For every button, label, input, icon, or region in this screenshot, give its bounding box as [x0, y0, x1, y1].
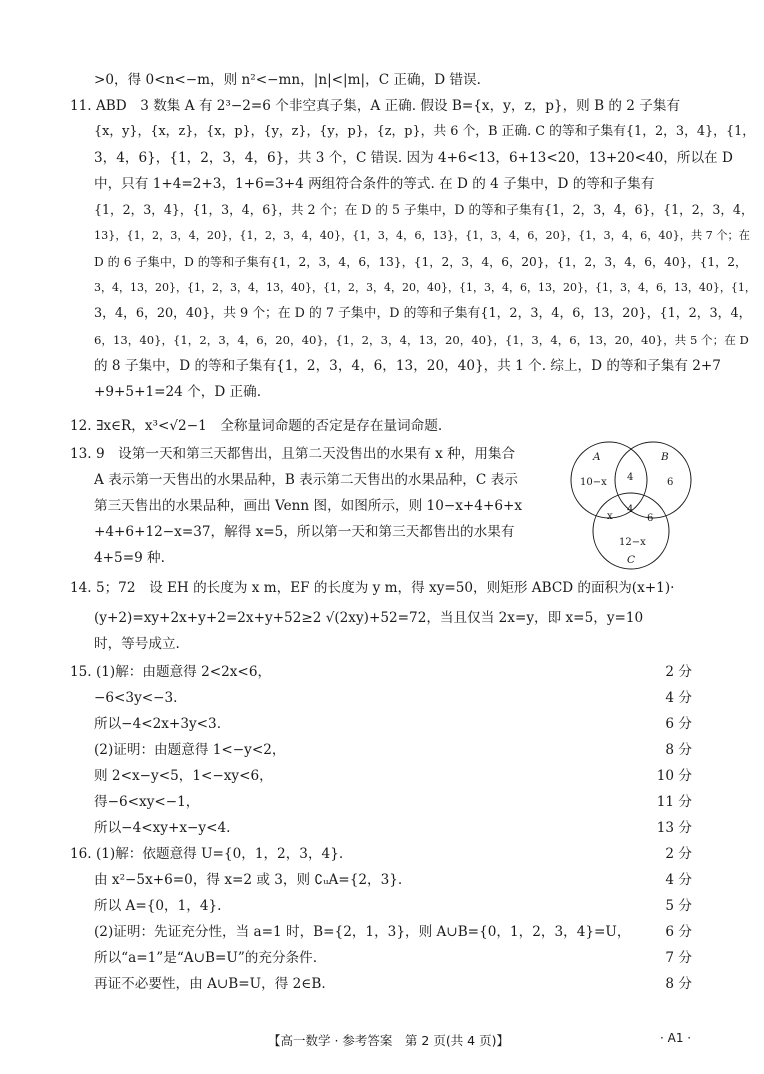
text-line: 中，只有 1+4=2+3，1+6=3+4 两组符合条件的等式. 在 D 的 4 子集中，D 的等和子集有	[94, 176, 655, 192]
venn-label-a: A	[593, 451, 601, 463]
text-line: {1，2，3，4}，{1，3，4，6}，共 2 个；在 D 的 5 子集中，D 的等和子集有{1，2，3，4，6}，{1，2，3，4，	[94, 202, 754, 217]
text-line: A 表示第一天售出的水果品种，B 表示第二天售出的水果品种，C 表示	[94, 472, 518, 488]
venn-region-b-only: 6	[667, 477, 674, 488]
text-line: (y+2)=xy+2x+y+2=2x+y+52≥2 √(2xy)+52=72，当且仅当 2x=y，即 x=5，y=10	[94, 610, 644, 626]
text-line: 3，4，6，20，40}，共 9 个；在 D 的 7 子集中，D 的等和子集有{1，2，3，4，6，13，20}，{1，2，3，4，	[94, 306, 752, 321]
q14-line: 14. 5；72 设 EH 的长度为 x m，EF 的长度为 y m，得 xy=50，则矩形 ABCD 的面积为(x+1)·	[70, 580, 675, 596]
text-line: +4+6+12−x=37，解得 x=5，所以第一天和第三天都售出的水果有	[94, 524, 515, 540]
score-label: 7 分	[665, 950, 692, 966]
text-line: 3，4，6}，{1，2，3，4，6}，共 3 个，C 错误. 因为 4+6<13，6+13<20，13+20<40，所以在 D	[94, 150, 733, 166]
venn-region-abc: 4	[627, 504, 634, 515]
score-label: 2 分	[665, 846, 692, 862]
q16-line: 16. (1)解：依题意得 U={0，1，2，3，4}.	[70, 846, 344, 862]
venn-region-ac: x	[607, 511, 613, 522]
text-line: 6，13，40}，{1，2，3，4，6，20，40}，{1，2，3，4，13，20，40}，{1，3，4，6，13，20，40}，共 5 个；在 D	[94, 333, 749, 347]
score-label: 6 分	[665, 716, 692, 732]
text-line: (2)证明：先证充分性，当 a=1 时，B={2，1，3}，则 A∪B={0，1，2，3，4}=U，	[94, 924, 631, 940]
venn-diagram	[565, 440, 697, 572]
text-line: 再证不必要性，由 A∪B=U，得 2∈B.	[94, 976, 326, 992]
score-label: 5 分	[665, 898, 692, 914]
text-line: 得−6<xy<−1，	[94, 794, 200, 810]
text-line: 3，4，13，20}，{1，2，3，4，13，40}，{1，2，3，4，20，40}，{1，3，4，6，13，20}，{1，3，4，6，13，40}，{1，	[94, 281, 756, 294]
text-line: 第三天售出的水果品种，画出 Venn 图，如图所示，则 10−x+4+6+x	[94, 498, 523, 514]
text-line: 4+5=9 种.	[94, 550, 165, 566]
footer-page-info: 【高一数学 · 参考答案 第 2 页(共 4 页)】	[268, 1033, 509, 1048]
score-label: 8 分	[665, 742, 692, 758]
score-label: 6 分	[665, 924, 692, 940]
text-line: 所以−4<2x+3y<3.	[94, 716, 222, 732]
text-line: (2)证明：由题意得 1<−y<2，	[94, 742, 286, 758]
score-label: 4 分	[665, 690, 692, 706]
text-line: 则 2<x−y<5，1<−xy<6，	[94, 768, 273, 784]
text-line: >0，得 0<n<−m，则 n²<−mn，|n|<|m|，C 正确，D 错误.	[94, 72, 481, 88]
text-line: 13}，{1，2，3，4，20}，{1，2，3，4，40}，{1，3，4，6，13}，{1，3，4，6，20}，{1，3，4，6，40}，共 7 个；在	[94, 229, 750, 242]
venn-region-c-only: 12−x	[619, 537, 646, 548]
score-label: 13 分	[656, 820, 692, 836]
score-label: 4 分	[665, 872, 692, 888]
q13-line: 13. 9 设第一天和第三天都售出，且第二天没售出的水果有 x 种，用集合	[70, 446, 516, 462]
text-line: +9+5+1=24 个，D 正确.	[94, 384, 262, 400]
text-line: 的 8 子集中，D 的等和子集有{1，2，3，4，6，13，20，40}，共 1 个. 综上，D 的等和子集有 2+7	[94, 358, 721, 374]
text-line: 由 x²−5x+6=0，得 x=2 或 3，则 ∁ᵤA={2，3}.	[94, 872, 403, 888]
score-label: 8 分	[665, 976, 692, 992]
text-line: 所以“a=1”是“A∪B=U”的充分条件.	[94, 950, 318, 966]
score-label: 10 分	[656, 768, 692, 784]
text-line: 时，等号成立.	[94, 636, 180, 652]
footer-code: · A1 ·	[660, 1031, 692, 1045]
text-line: 所以−4<xy+x−y<4.	[94, 820, 231, 836]
text-line: 所以 A={0，1，4}.	[94, 898, 222, 914]
score-label: 11 分	[656, 794, 692, 810]
venn-region-ab: 4	[627, 472, 634, 483]
venn-region-bc: 6	[647, 513, 654, 524]
score-label: 2 分	[665, 664, 692, 680]
venn-label-c: C	[627, 554, 636, 566]
q15-line: 15. (1)解：由题意得 2<2x<6，	[70, 664, 272, 680]
venn-label-b: B	[661, 451, 669, 463]
text-line: D 的 6 子集中，D 的等和子集有{1，2，3，4，6，13}，{1，2，3，4，6，20}，{1，2，3，4，6，40}，{1，2，	[94, 255, 748, 269]
q11-line: 11. ABD 3 数集 A 有 2³−2=6 个非空真子集，A 正确. 假设 B={x，y，z，p}，则 B 的 2 子集有	[70, 98, 681, 114]
text-line: {x，y}，{x，z}，{x，p}，{y，z}，{y，p}，{z，p}，共 6 个，B 正确. C 的等和子集有{1，2，3，4}，{1，	[94, 124, 756, 139]
venn-region-a-only: 10−x	[580, 477, 607, 488]
text-line: −6<3y<−3.	[94, 690, 178, 706]
q12-line: 12. ∃x∈R，x³<√2−1 全称量词命题的否定是存在量词命题.	[70, 418, 443, 434]
